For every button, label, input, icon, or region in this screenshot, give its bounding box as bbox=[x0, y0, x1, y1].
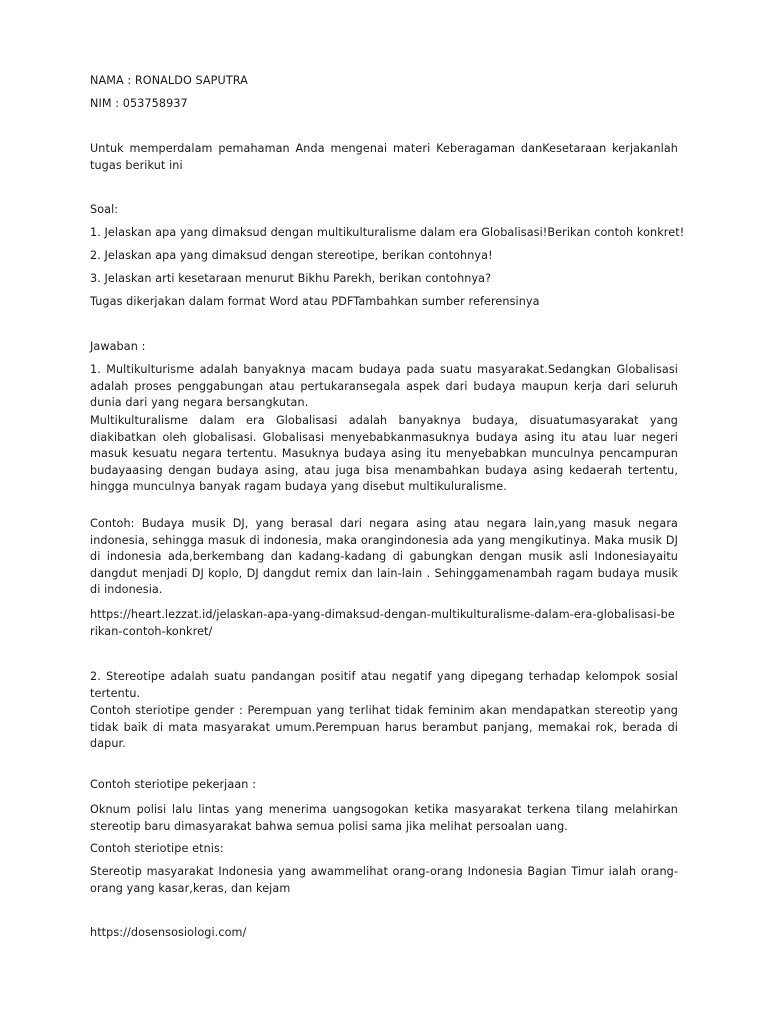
student-name: NAMA : RONALDO SAPUTRA bbox=[90, 74, 248, 87]
answer-2-ethnic-example: Stereotip masyarakat Indonesia yang awammelihat orang-orang Indonesia Bagian Timur ialah orang-orang yang kasar,keras, dan kejam bbox=[90, 865, 678, 895]
soal-item-3: 3. Jelaskan arti kesetaraan menurut Bikhu Parekh, berikan contohnya? bbox=[90, 272, 492, 285]
reference-link-2[interactable] bbox=[90, 925, 246, 941]
soal-item-2: 2. Jelaskan apa yang dimaksud dengan stereotipe, berikan contohnya! bbox=[90, 249, 493, 262]
answer-2-definition: 2. Stereotipe adalah suatu pandangan positif atau negatif yang dipegang terhadap kelompok sosial tertentu. bbox=[90, 670, 678, 700]
answer-2-job-example: Oknum polisi lalu lintas yang menerima uangsogokan ketika masyarakat terkena tilang melahirkan stereotip baru dimasyarakat bahwa semua polisi sama jika melihat persoalan uang. bbox=[90, 803, 678, 833]
answer-1-example: Contoh: Budaya musik DJ, yang berasal dari negara asing atau negara lain,yang masuk negara indonesia, sehingga masuk di indonesia, maka orangindonesia ada yang mengikutinya. Maka musik DJ di indonesia ada,berkembang dan kadang-kadang di gabungkan dengan musik asli Indonesiayaitu dangdut menjadi DJ koplo, DJ dangdut remix dan lain-lain . Sehinggamenambah ragam budaya musik di indonesia. bbox=[90, 517, 678, 596]
soal-note: Tugas dikerjakan dalam format Word atau PDFTambahkan sumber referensinya bbox=[90, 295, 540, 308]
soal-heading: Soal: bbox=[90, 203, 119, 216]
reference-link-1[interactable] bbox=[90, 607, 678, 640]
answer-1-definition: 1. Multikulturisme adalah banyaknya macam budaya pada suatu masyarakat.Sedangkan Globalisasi adalah proses penggabungan atau pertukaransegala aspek dari budaya maupun kerja dari seluruh dunia dari yang negara bersangkutan. bbox=[90, 363, 678, 409]
answer-2-job-heading: Contoh steriotipe pekerjaan : bbox=[90, 778, 256, 791]
student-nim: NIM : 053758937 bbox=[90, 97, 188, 110]
jawaban-heading: Jawaban : bbox=[90, 340, 146, 353]
soal-item-1: 1. Jelaskan apa yang dimaksud dengan multikulturalisme dalam era Globalisasi!Berikan contoh konkret! bbox=[90, 226, 685, 239]
answer-1-explanation: Multikulturalisme dalam era Globalisasi adalah banyaknya budaya, disuatumasyarakat yang diakibatkan oleh globalisasi. Globalisasi menyebabkanmasuknya budaya asing itu atau luar negeri masuk kesuatu negara tertentu. Masuknya budaya asing itu menyebabkan munculnya pencampuran budayaasing dengan budaya asing, atau juga bisa menambahkan budaya asing kedaerah tertentu, hingga munculnya banyak ragam budaya yang disebut multikuluralisme. bbox=[90, 414, 678, 493]
answer-2-gender-example: Contoh steriotipe gender : Perempuan yang terlihat tidak feminim akan mendapatkan stereotip yang tidak baik di mata masyarakat umum.Perempuan harus berambut panjang, memakai rok, berada di dapur. bbox=[90, 704, 678, 750]
reference-link-2-text[interactable]: https://dosensosiologi.com/ bbox=[90, 926, 247, 939]
reference-link-1-text[interactable]: https://heart.lezzat.id/jelaskan-apa-yang-dimaksud-dengan-multikulturalisme-dalam-era-globalisasi-berikan-contoh-konkret/ bbox=[90, 608, 675, 638]
answer-2-ethnic-heading: Contoh steriotipe etnis: bbox=[90, 842, 224, 855]
intro-paragraph: Untuk memperdalam pemahaman Anda mengenai materi Keberagaman danKesetaraan kerjakanlah tugas berikut ini bbox=[90, 142, 678, 172]
